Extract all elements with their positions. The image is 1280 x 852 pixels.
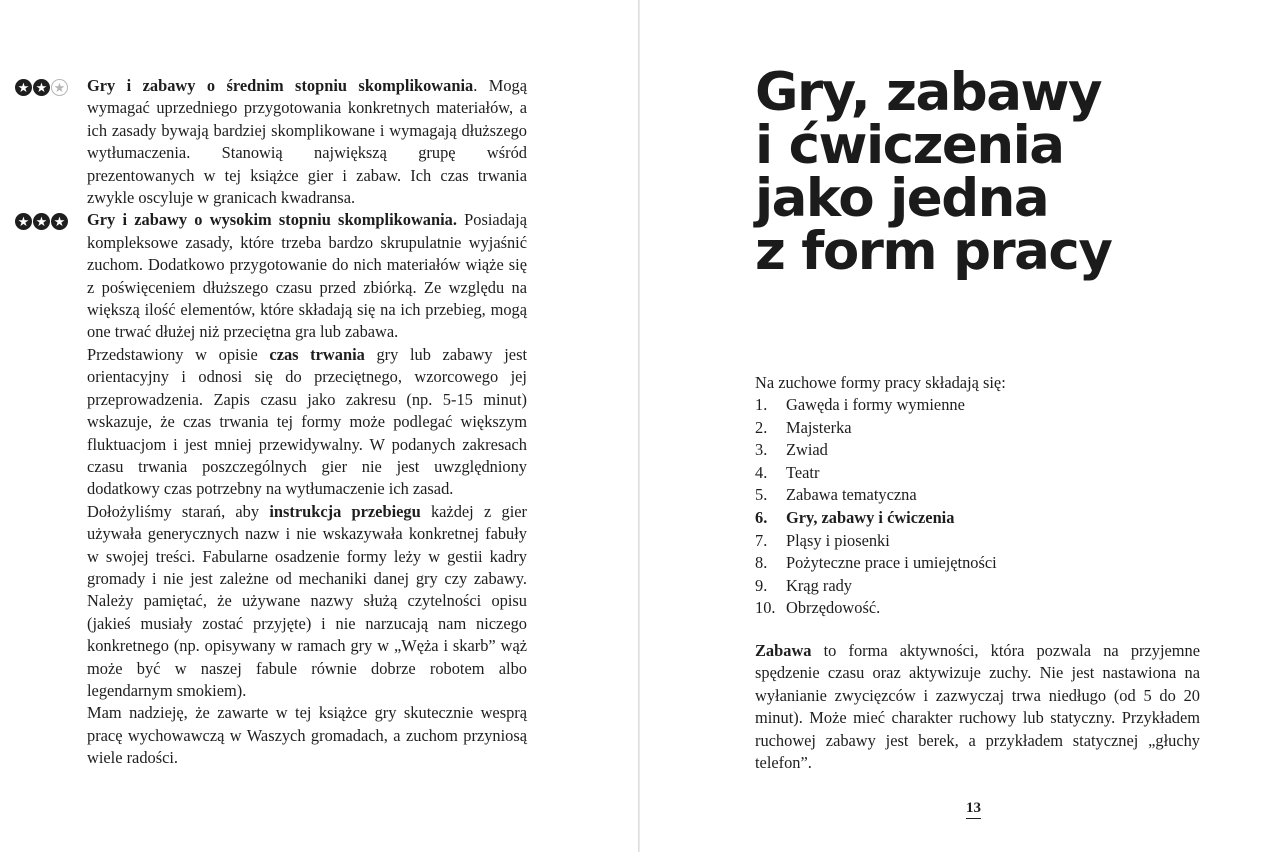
instruction-bold-term: instrukcja przebiegu	[269, 501, 421, 521]
duration-bold-term: czas trwania	[269, 344, 365, 364]
forms-list-label: Krąg rady	[786, 575, 852, 595]
forms-list-label: Gawęda i formy wymienne	[786, 395, 965, 414]
forms-list-label: Zwiad	[786, 440, 828, 460]
forms-list-number: 5.	[755, 485, 768, 505]
instruction-text-before: Dołożyliśmy starań, aby	[87, 501, 270, 521]
chapter-title-line-2: i ćwiczenia	[755, 115, 1064, 176]
forms-list-item	[755, 597, 997, 620]
forms-list-item	[755, 439, 997, 462]
forms-intro: Na zuchowe formy pracy składają się:	[755, 373, 1006, 392]
forms-list-item	[755, 530, 997, 553]
zabawa-paragraph	[755, 640, 1200, 774]
forms-list-item	[755, 575, 997, 598]
star-filled-icon: ★	[33, 213, 50, 230]
closing-paragraph: Mam nadzieję, że zawarte w tej książce gry skutecznie wesprą pracę wychowawczą w Waszych gromadach, a zuchom przyniosą wiele radości.	[87, 703, 527, 768]
chapter-title-line-4: z form pracy	[755, 221, 1112, 282]
difficulty-medium-text: . Mogą wymagać uprzedniego przygotowania konkretnych materiałów, a ich zasady bywają bardziej skomplikowane i wymagają dłuższego wytłumaczenia. Stanowią największą grupę wśród prezentowanych w tej książce gier i zabaw. Ich czas trwania zwykle oscyluje w granicach kwadransa.	[87, 76, 527, 208]
zabawa-bold-term: Zabawa	[755, 641, 812, 660]
forms-list-label: Zabawa tematyczna	[786, 485, 917, 505]
duration-text-after: gry lub zabawy jest orientacyjny i odnosi się do przeciętnego, wzorcowego jej przeprowadzenia. Zapis czasu jako zakresu (np. 5-15 minut) wskazuje, że czas trwania tej formy może podlegać większym fluktuacjom i jest mniej przewidywalny. W podanych zakresach czasu trwania poszczególnych gier nie jest uwzględniony dodatkowy czas potrzebny na wytłumaczenie ich zasad.	[87, 344, 527, 499]
zabawa-text: to forma aktywności, która pozwala na przyjemne spędzenie czasu oraz aktywizuje zuchy. Nie jest nastawiona na wyłanianie zwycięzców i zazwyczaj trwa niedługo (od 5 do 20 minut). Może mieć charakter ruchowy lub statyczny. Przykładem ruchowej zabawy jest berek, a przykładem statycznej „głuchy telefon”.	[755, 641, 1200, 773]
difficulty-high-entry	[17, 209, 527, 343]
duration-paragraph	[87, 344, 527, 501]
forms-list-label: Pożyteczne prace i umiejętności	[786, 553, 997, 573]
star-filled-icon: ★	[15, 79, 32, 96]
difficulty-medium-entry	[17, 75, 527, 209]
difficulty-high-paragraph	[87, 209, 527, 343]
forms-list-number: 7.	[755, 530, 768, 550]
chapter-title-line-1: Gry, zabawy	[755, 62, 1101, 123]
difficulty-medium-title: Gry i zabawy o średnim stopniu skomplikowania	[87, 76, 474, 95]
forms-list-number: 9.	[755, 575, 768, 595]
instruction-paragraph	[87, 501, 527, 703]
book-gutter	[638, 0, 640, 852]
forms-list-number: 3.	[755, 440, 768, 460]
forms-list-number: 4.	[755, 462, 768, 482]
left-page	[0, 0, 638, 852]
forms-list-number: 1.	[755, 395, 768, 414]
star-filled-icon: ★	[15, 213, 32, 230]
forms-list-item	[755, 484, 997, 507]
star-empty-icon: ★	[51, 79, 68, 96]
forms-list-number: 6.	[755, 507, 768, 527]
forms-list	[755, 394, 997, 620]
forms-list-label: Gry, zabawy i ćwiczenia	[786, 507, 955, 527]
difficulty-high-stars	[15, 213, 68, 230]
difficulty-medium-stars	[15, 79, 68, 96]
difficulty-high-title: Gry i zabawy o wysokim stopniu skomplikowania.	[87, 210, 457, 230]
star-filled-icon: ★	[33, 79, 50, 96]
forms-list-label: Obrzędowość.	[786, 598, 881, 618]
chapter-title-line-3: jako jedna	[755, 168, 1049, 229]
duration-text-before: Przedstawiony w opisie	[87, 344, 270, 364]
page-number: 13	[966, 800, 981, 819]
star-filled-icon: ★	[51, 213, 68, 230]
difficulty-high-text: Posiadają kompleksowe zasady, które trzeba bardzo skrupulatnie wyjaśnić zuchom. Dodatkowo przygotowanie do nich materiałów wiąże się z poświęceniem dłuższego czasu przed zbiórką. Ze względu na większą ilość elementów, które składają się na ich przebieg, mogą one trwać dłużej niż przeciętna gra lub zabawa.	[87, 210, 527, 342]
forms-list-number: 10.	[755, 598, 776, 618]
forms-list-label: Teatr	[786, 462, 820, 482]
chapter-title	[755, 62, 1235, 282]
forms-list-item	[755, 394, 997, 417]
forms-list-item	[755, 552, 997, 575]
left-page-text	[17, 75, 527, 770]
forms-list-item	[755, 462, 997, 485]
forms-list-item	[755, 417, 997, 440]
forms-list-number: 8.	[755, 553, 768, 573]
forms-list-label: Pląsy i piosenki	[786, 530, 890, 550]
forms-list-item	[755, 507, 997, 530]
forms-list-label: Majsterka	[786, 417, 852, 437]
difficulty-medium-paragraph	[87, 75, 527, 209]
instruction-text-after: każdej z gier używała generycznych nazw i nie wskazywała konkretnej fabuły w swojej treści. Fabularne osadzenie formy leży w gestii kadry gromady i nie jest zależne od mechaniki danej gry czy zabawy. Należy pamiętać, że używane nazwy służą czytelności opisu (jakieś musiały zostać przyjęte) i nie narzucają nam niczego konkretnego (np. opisywany w ramach gry w „Węża i skarb” wąż może być w naszej fabule równie dobrze robotem albo legendarnym smokiem).	[87, 501, 527, 700]
forms-list-number: 2.	[755, 417, 768, 437]
